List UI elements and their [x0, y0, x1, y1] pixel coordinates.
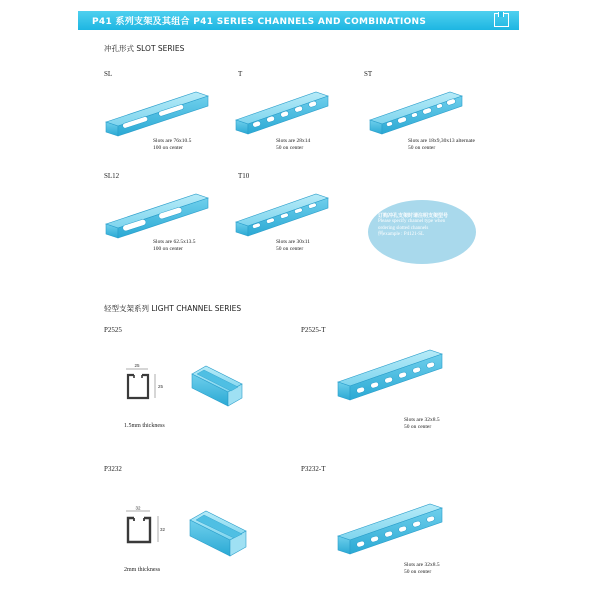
header-title: P41 系列支架及其组合 P41 SERIES CHANNELS AND COMBINATIONS: [92, 17, 427, 27]
p2525-channel-image: [188, 362, 248, 410]
sl12-code: SL12: [104, 172, 120, 180]
ordering-note-bubble: [368, 200, 476, 264]
t10-spec: Slots are 30x11 50 on center: [276, 239, 311, 252]
sl-spec: Slots are 76x10.5 100 on center: [153, 138, 192, 151]
t-channel-image: [232, 90, 332, 138]
t10-code: T10: [238, 172, 250, 180]
st-spec: Slots are 18x9,30x13 alternate 50 on center: [408, 138, 475, 151]
p2525t-channel-image: [334, 346, 446, 404]
sl12-spec: Slots are 62.5x13.5 100 on center: [153, 239, 196, 252]
sl12-channel-image: [100, 192, 212, 242]
st-channel-image: [366, 90, 466, 138]
page-header: [78, 11, 519, 30]
p2525-dim-height: 25: [158, 384, 164, 389]
slot-series-title: 冲孔形式 SLOT SERIES: [104, 44, 185, 53]
p3232-dim-height: 32: [160, 527, 166, 532]
p3232-code: P3232: [104, 465, 122, 473]
p3232t-code: P3232-T: [301, 465, 326, 473]
p2525-code: P2525: [104, 326, 122, 334]
p2525t-spec: Slots are 32x8.5 50 on center: [404, 417, 440, 430]
channel-logo-icon: [494, 13, 509, 27]
p3232-thickness: 2mm thickness: [124, 567, 161, 573]
p3232-channel-image: [186, 506, 252, 560]
st-code: ST: [364, 70, 373, 78]
t-spec: Slots are 28x14 50 on center: [276, 138, 311, 151]
p2525-section-drawing: [118, 362, 168, 406]
sl-channel-image: [100, 90, 212, 140]
sl-code: SL: [104, 70, 113, 78]
p2525t-code: P2525-T: [301, 326, 326, 334]
p3232t-channel-image: [334, 500, 446, 558]
p3232t-spec: Slots are 32x8.5 50 on center: [404, 562, 440, 575]
t10-channel-image: [232, 192, 332, 240]
p3232-section-drawing: [118, 506, 170, 550]
t-code: T: [238, 70, 243, 78]
p2525-dim-width: 25: [134, 363, 140, 368]
p3232-dim-width: 32: [135, 506, 141, 511]
light-series-title: 轻型支架系列 LIGHT CHANNEL SERIES: [104, 304, 242, 313]
p2525-thickness: 1.5mm thickness: [124, 423, 165, 429]
ordering-note-text: 订购冲孔支架时请注明支架型号 Please specify channel type when ordering slotted channels 例example : P4121-SL: [378, 213, 449, 237]
